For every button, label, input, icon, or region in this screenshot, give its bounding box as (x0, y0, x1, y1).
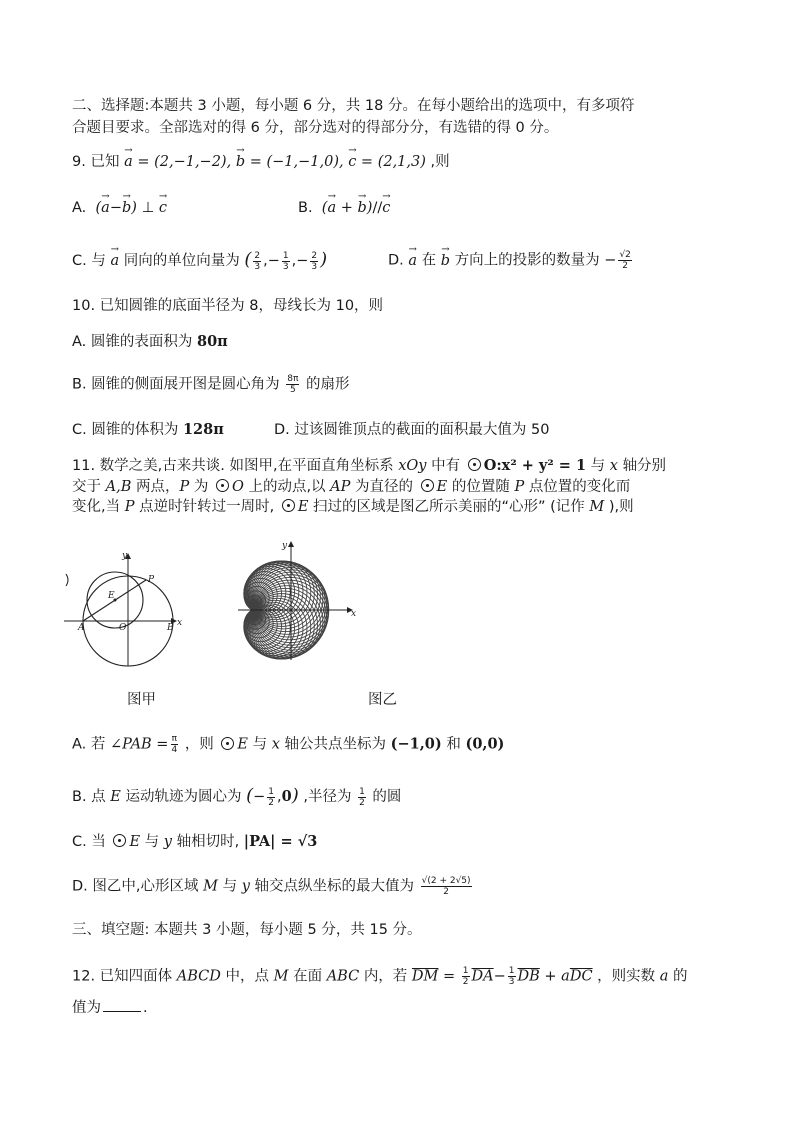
svg-text:P: P (148, 575, 155, 585)
q10-option-d: D. 过该圆锥顶点的截面的面积最大值为 50 (274, 422, 550, 438)
vector-c: → c (348, 152, 356, 172)
vector-a: → a (124, 152, 133, 172)
q9-option-a: A. (→ a−→ b) ⊥ → c (72, 198, 167, 218)
q11-option-a: A. 若 ∠PAB = $\frac{\pi}{4}$ ，则 E 与 x 轴公共点坐标为 (−1,0) 和 (0,0) (72, 734, 505, 755)
q12-stem-line2: 值为 . (72, 1000, 148, 1016)
q11-option-b: B. 点 E 运动轨迹为圆心为 (− $\frac{1}{2}$ ,0) ,半径为 $\frac{1}{2}$ 的圆 (72, 785, 402, 808)
q10-option-a: A. 圆锥的表面积为 80π (72, 333, 228, 350)
q11-stem-line1: 11. 数学之美,古来共谈. 如图甲,在平面直角坐标系 xOy 中有 O:x² + y² = 1 与 x 轴分别 (72, 457, 667, 474)
q9-option-b: B. (→ a + → b)//→ c (298, 198, 390, 218)
figure-jia-caption: 图甲 (127, 692, 156, 708)
q12-stem-line1: 12. 已知四面体 ABCD 中，点 M 在面 ABC 内，若 $\overline{DM}$ = $\frac{1}{2}$ $\overline{DA}-$ $\frac{1}{3}$ $\overline{DB} + a\overline{DC}$ ，则实数 a 的 (72, 966, 688, 987)
figure-yi (236, 536, 360, 664)
q11-stem-line3: 变化,当 P 点逆时针转过一周时, E 扫过的区域是图乙所示美丽的“心形” (记作 M ),则 (72, 499, 634, 515)
q11-stem-line2: 交于 A,B 两点，P 为 O 上的动点,以 AP 为直径的 E 的位置随 P 点位置的变化而 (72, 479, 631, 495)
q11-option-c: C. 当 E 与 y 轴相切时, |PA| = √3 (72, 833, 318, 850)
q10-option-c: C. 圆锥的体积为 128π (72, 421, 224, 438)
svg-text:x: x (351, 609, 357, 619)
svg-text:x: x (177, 618, 183, 628)
svg-text:E: E (108, 591, 115, 601)
section2-header-line2: 合题目要求。全部选对的得 6 分，部分选对的得部分分，有选错的得 0 分。 (72, 120, 559, 136)
svg-text:y: y (282, 541, 288, 551)
svg-text:O: O (119, 623, 127, 633)
q10-option-b: B. 圆锥的侧面展开图是圆心角为 $\frac{8\pi}{5}$ 的扇形 (72, 374, 350, 395)
q11-option-d: D. 图乙中,心形区域 M 与 y 轴交点纵坐标的最大值为 $\frac{√(2 + 2√5)}{2}$ (72, 876, 471, 897)
figure-yi-caption: 图乙 (368, 692, 397, 708)
section2-header-line1: 二、选择题:本题共 3 小题，每小题 6 分，共 18 分。在每小题给出的选项中，有多项符 (72, 98, 635, 114)
svg-text:B: B (167, 623, 174, 633)
section3-header: 三、填空题: 本题共 3 小题，每小题 5 分，共 15 分。 (72, 922, 422, 938)
vector-b: → b (236, 152, 245, 172)
svg-text:y: y (122, 551, 128, 561)
answer-blank[interactable] (103, 1011, 141, 1012)
q9-option-d: D. → a 在 → b 方向上的投影的数量为 − $\frac{√2}{2}$ (388, 250, 634, 271)
svg-text:A: A (78, 623, 85, 633)
q9-stem: 9. 已知 → a = (2,−1,−2), → b = (−1,−1,0), → c = (2,1,3) ,则 (72, 152, 450, 172)
q10-stem: 10. 已知圆锥的底面半径为 8，母线长为 10，则 (72, 298, 384, 314)
figure-jia (64, 548, 184, 670)
q9-option-c: C. 与 → a 同向的单位向量为 ( $\frac{2}{3}$ ,− $\frac{1}{3}$ ,− $\frac{2}{3}$ ) (72, 250, 327, 272)
